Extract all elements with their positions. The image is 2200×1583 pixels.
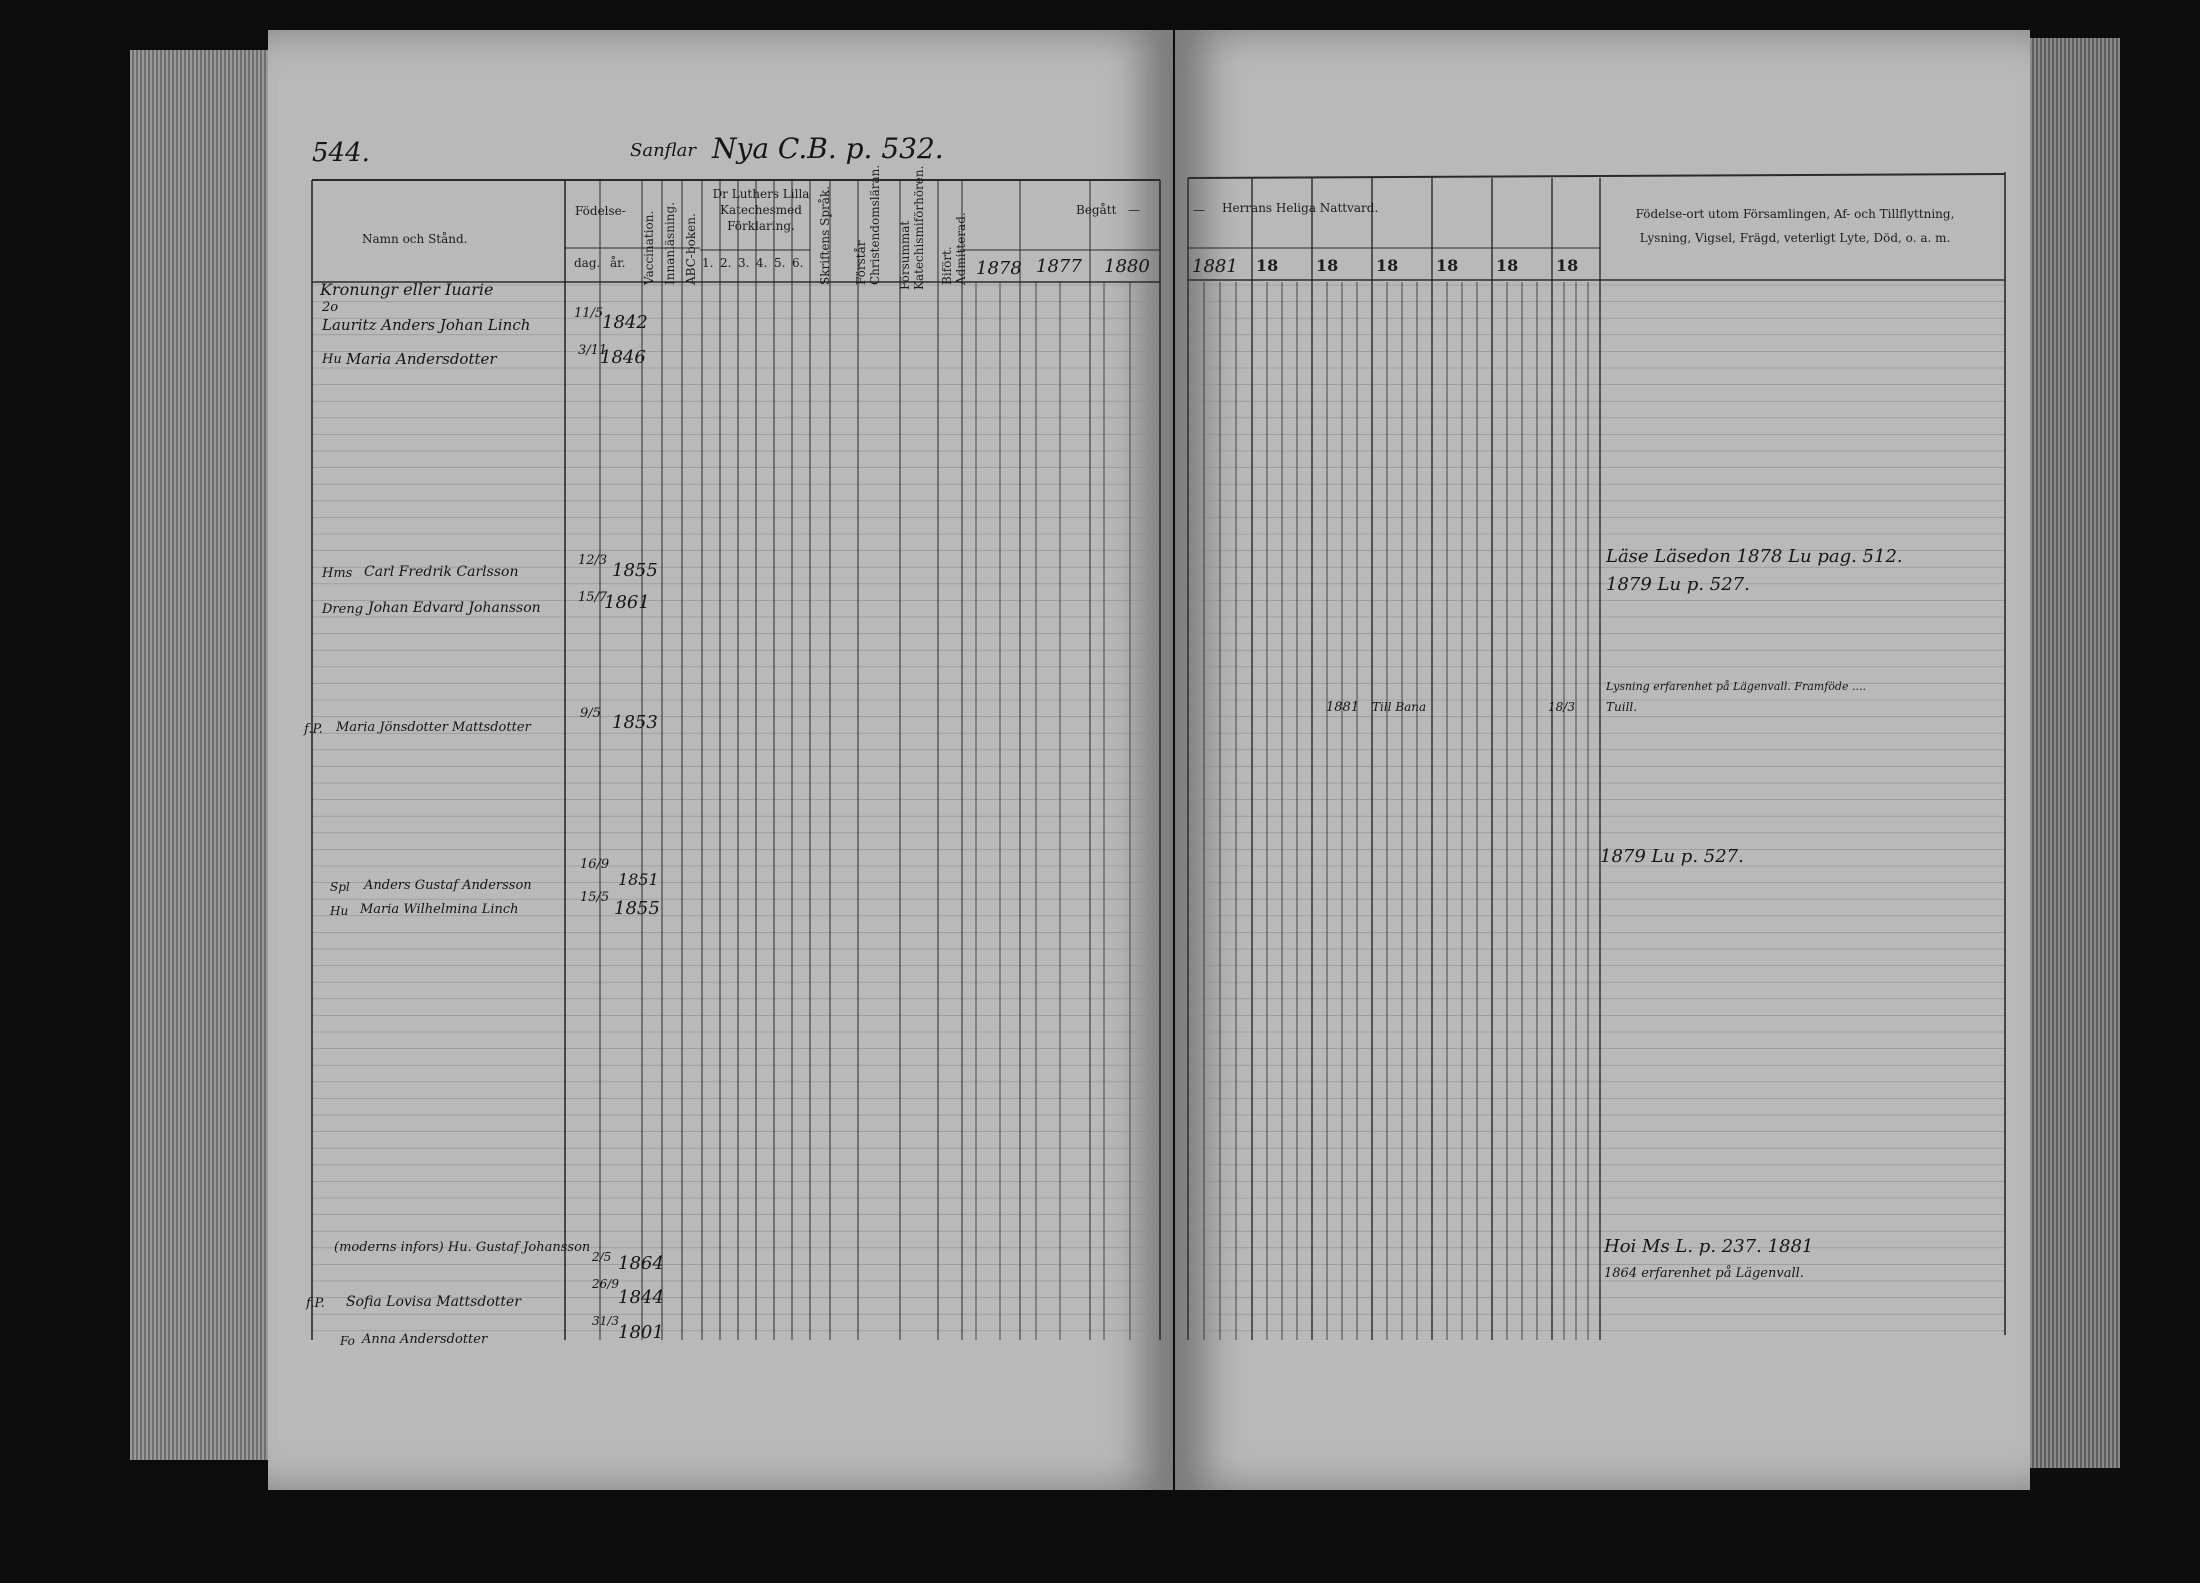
header-name: Namn och Stånd.: [362, 232, 468, 246]
row-name: Maria Wilhelmina Linch: [360, 902, 519, 917]
row-day: 2/5: [592, 1250, 612, 1264]
cat-col-3: 3.: [738, 256, 750, 270]
row-year: 1855: [614, 898, 660, 919]
row-prefix: Hu: [330, 904, 349, 918]
row-prefix: f.P.: [304, 722, 323, 737]
remark-6: Hoi Ms L. p. 237. 1881: [1604, 1236, 1814, 1257]
remark-7: 1864 erfarenhet på Lägenvall.: [1604, 1266, 1804, 1281]
row-year: 1853: [612, 712, 658, 733]
row-name: Sofia Lovisa Mattsdotter: [346, 1294, 521, 1310]
row-day: 11/5: [574, 306, 604, 321]
header-catechism: Dr Luthers Lilla Katechesmed Förklaring.: [712, 187, 810, 233]
year-col-1878: 1878: [976, 258, 1022, 279]
row-day: 15/5: [580, 890, 610, 905]
header-admitted: Bifört. Admitterad.: [940, 212, 968, 285]
row-prefix: f.P.: [306, 1296, 325, 1311]
row-year: 1864: [618, 1253, 664, 1274]
row-name: Maria Andersdotter: [346, 350, 497, 368]
remark-1: Läse Läsedon 1878 Lu pag. 512.: [1606, 546, 1903, 567]
row-prefix: Fo: [340, 1334, 355, 1348]
header-communion: Herrans Heliga Nattvard.: [1222, 201, 1379, 215]
row-day: 16/9: [580, 857, 610, 872]
year-col-18-f: 18: [1556, 256, 1579, 275]
year-col-1880: 1880: [1104, 256, 1150, 277]
remark-3: Lysning erfarenhet på Lägenvall. Framföde ....: [1606, 680, 1866, 693]
year-col-18-a: 18: [1256, 256, 1279, 275]
row-prefix: 2o: [322, 300, 339, 315]
year-col-18-c: 18: [1376, 256, 1399, 275]
year-col-18-d: 18: [1436, 256, 1459, 275]
mark-1881: 1881: [1326, 700, 1360, 715]
remark-5: 1879 Lu p. 527.: [1600, 846, 1744, 867]
mark-till-bana: Till Bana: [1372, 700, 1427, 714]
year-col-1881: 1881: [1192, 256, 1238, 277]
row-name: Anders Gustaf Andersson: [364, 878, 532, 893]
row-year: 1861: [604, 592, 650, 613]
row-year: 1801: [618, 1322, 664, 1343]
remark-2: 1879 Lu p. 527.: [1606, 574, 1750, 595]
row-name: (moderns infors) Hu. Gustaf Johansson: [334, 1240, 591, 1255]
row-day: 12/3: [578, 553, 608, 568]
year-col-18-e: 18: [1496, 256, 1519, 275]
header-dash: —: [1128, 203, 1140, 217]
header-scripture: Skriftens Språk.: [818, 185, 832, 285]
row-name: Carl Fredrik Carlsson: [364, 564, 519, 580]
header-christian-knowledge: Förstår Christendomsläran.: [854, 164, 882, 285]
remark-4: Tuill.: [1606, 700, 1638, 714]
row-year: 1855: [612, 560, 658, 581]
row-name: Anna Andersdotter: [362, 1332, 488, 1347]
cat-col-6: 6.: [792, 256, 804, 270]
header-birth: Födelse-: [575, 204, 626, 218]
row-name: Maria Jönsdotter Mattsdotter: [336, 720, 531, 735]
row-day: 15/7: [578, 590, 608, 605]
row-year: 1851: [618, 870, 659, 889]
header-day: dag.: [574, 256, 601, 270]
cat-col-5: 5.: [774, 256, 786, 270]
parish-ref-small: Sanflar: [630, 140, 696, 161]
row-year: 1842: [602, 312, 648, 333]
header-dash-2: —: [1193, 203, 1205, 217]
header-begatt: Begått: [1076, 203, 1117, 217]
header-year: år.: [610, 256, 626, 270]
row-day: 9/5: [580, 706, 601, 721]
parish-ref: Nya C.B. p. 532.: [712, 132, 944, 165]
row-year: 1846: [600, 347, 646, 368]
row-prefix: Spl: [330, 880, 350, 894]
header-church-catechism: Försummat Katechismiförhören.: [898, 165, 926, 290]
header-abc: ABC-boken.: [684, 213, 698, 285]
row-name: Lauritz Anders Johan Linch: [322, 316, 531, 334]
row-day: 26/9: [592, 1277, 619, 1291]
cat-col-1: 1.: [702, 256, 714, 270]
row-prefix: Dreng: [322, 602, 364, 617]
cat-col-2: 2.: [720, 256, 732, 270]
header-vaccination: Vaccination.: [642, 210, 656, 285]
cat-col-4: 4.: [756, 256, 768, 270]
mark-date: 18/3: [1548, 700, 1575, 714]
row-day: 3/11: [578, 343, 608, 358]
page-number: 544.: [312, 138, 370, 168]
sub-heading: Kronungr eller Iuarie: [320, 280, 494, 299]
row-name: Johan Edvard Johansson: [368, 600, 541, 616]
row-year: 1844: [618, 1287, 664, 1308]
header-remarks: Födelse-ort utom Församlingen, Af- och Tillflyttning, Lysning, Vigsel, Frägd, veterligt Lyte, Död, o. a. m.: [1635, 207, 1955, 245]
header-innoculation: Innanläsning.: [663, 201, 677, 285]
row-prefix: Hms: [322, 566, 353, 581]
year-col-1877: 1877: [1036, 256, 1082, 277]
year-col-18-b: 18: [1316, 256, 1339, 275]
row-prefix: Hu: [322, 352, 342, 367]
row-day: 31/3: [592, 1314, 619, 1328]
